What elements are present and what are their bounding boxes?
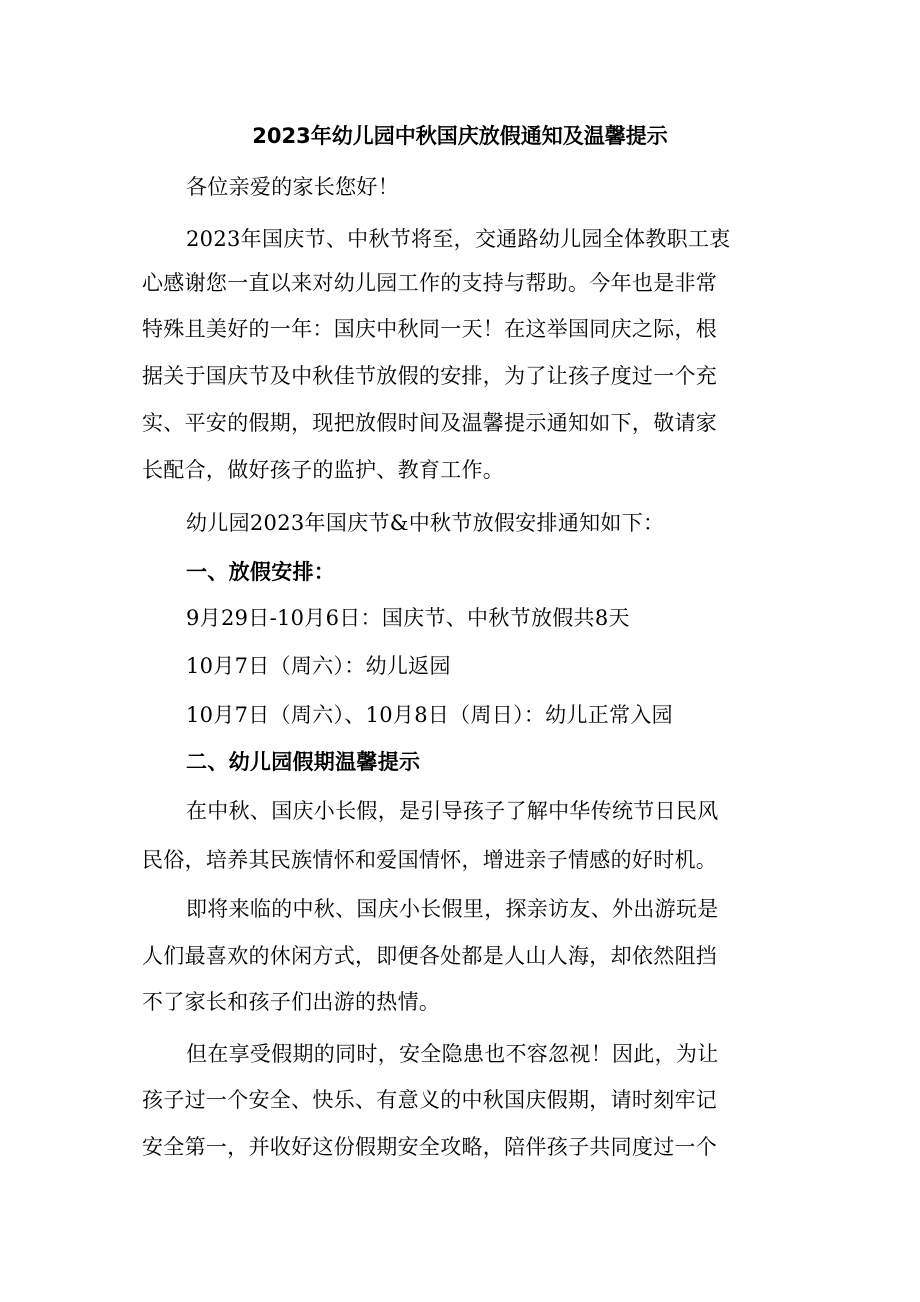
intro-line-2: 心感谢您一直以来对幼儿园工作的支持与帮助。今年也是非常 (142, 271, 718, 295)
intro-line-6: 长配合，做好孩子的监护、教育工作。 (142, 458, 505, 482)
tip-p2-line-2: 人们最喜欢的休闲方式，即便各处都是人山人海，却依然阻挡 (142, 944, 718, 968)
tip-p1-line-1: 在中秋、国庆小长假，是引导孩子了解中华传统节日民风 (186, 799, 719, 823)
section1-heading: 一、放假安排： (186, 560, 336, 584)
notice-lead: 幼儿园2023年国庆节&中秋节放假安排通知如下： (186, 511, 665, 535)
document-title: 2023年幼儿园中秋国庆放假通知及温馨提示 (252, 124, 668, 148)
intro-line-3: 特殊且美好的一年：国庆中秋同一天！在这举国同庆之际，根 (142, 317, 718, 341)
intro-line-5: 实、平安的假期，现把放假时间及温馨提示通知如下，敬请家 (142, 411, 718, 435)
tip-p2-line-3: 不了家长和孩子们出游的热情。 (142, 990, 441, 1014)
greeting: 各位亲爱的家长您好！ (186, 175, 399, 199)
intro-line-4: 据关于国庆节及中秋佳节放假的安排，为了让孩子度过一个充 (142, 364, 718, 388)
tip-p2-line-1: 即将来临的中秋、国庆小长假里，探亲访友、外出游玩是 (186, 897, 719, 921)
tip-p1-line-2: 民俗，培养其民族情怀和爱国情怀，增进亲子情感的好时机。 (142, 848, 718, 872)
schedule-item-2: 10月7日（周六）：幼儿返园 (186, 654, 451, 678)
intro-line-1: 2023年国庆节、中秋节将至，交通路幼儿园全体教职工衷 (186, 227, 731, 251)
schedule-item-1: 9月29日-10月6日：国庆节、中秋节放假共8天 (186, 606, 630, 630)
tip-p3-line-3: 安全第一，并收好这份假期安全攻略，陪伴孩子共同度过一个 (142, 1135, 718, 1159)
schedule-item-3: 10月7日（周六）、10月8日（周日）：幼儿正常入园 (186, 703, 673, 727)
section2-heading: 二、幼儿园假期温馨提示 (186, 750, 421, 774)
tip-p3-line-2: 孩子过一个安全、快乐、有意义的中秋国庆假期，请时刻牢记 (142, 1088, 718, 1112)
tip-p3-line-1: 但在享受假期的同时，安全隐患也不容忽视！因此，为让 (186, 1042, 719, 1066)
